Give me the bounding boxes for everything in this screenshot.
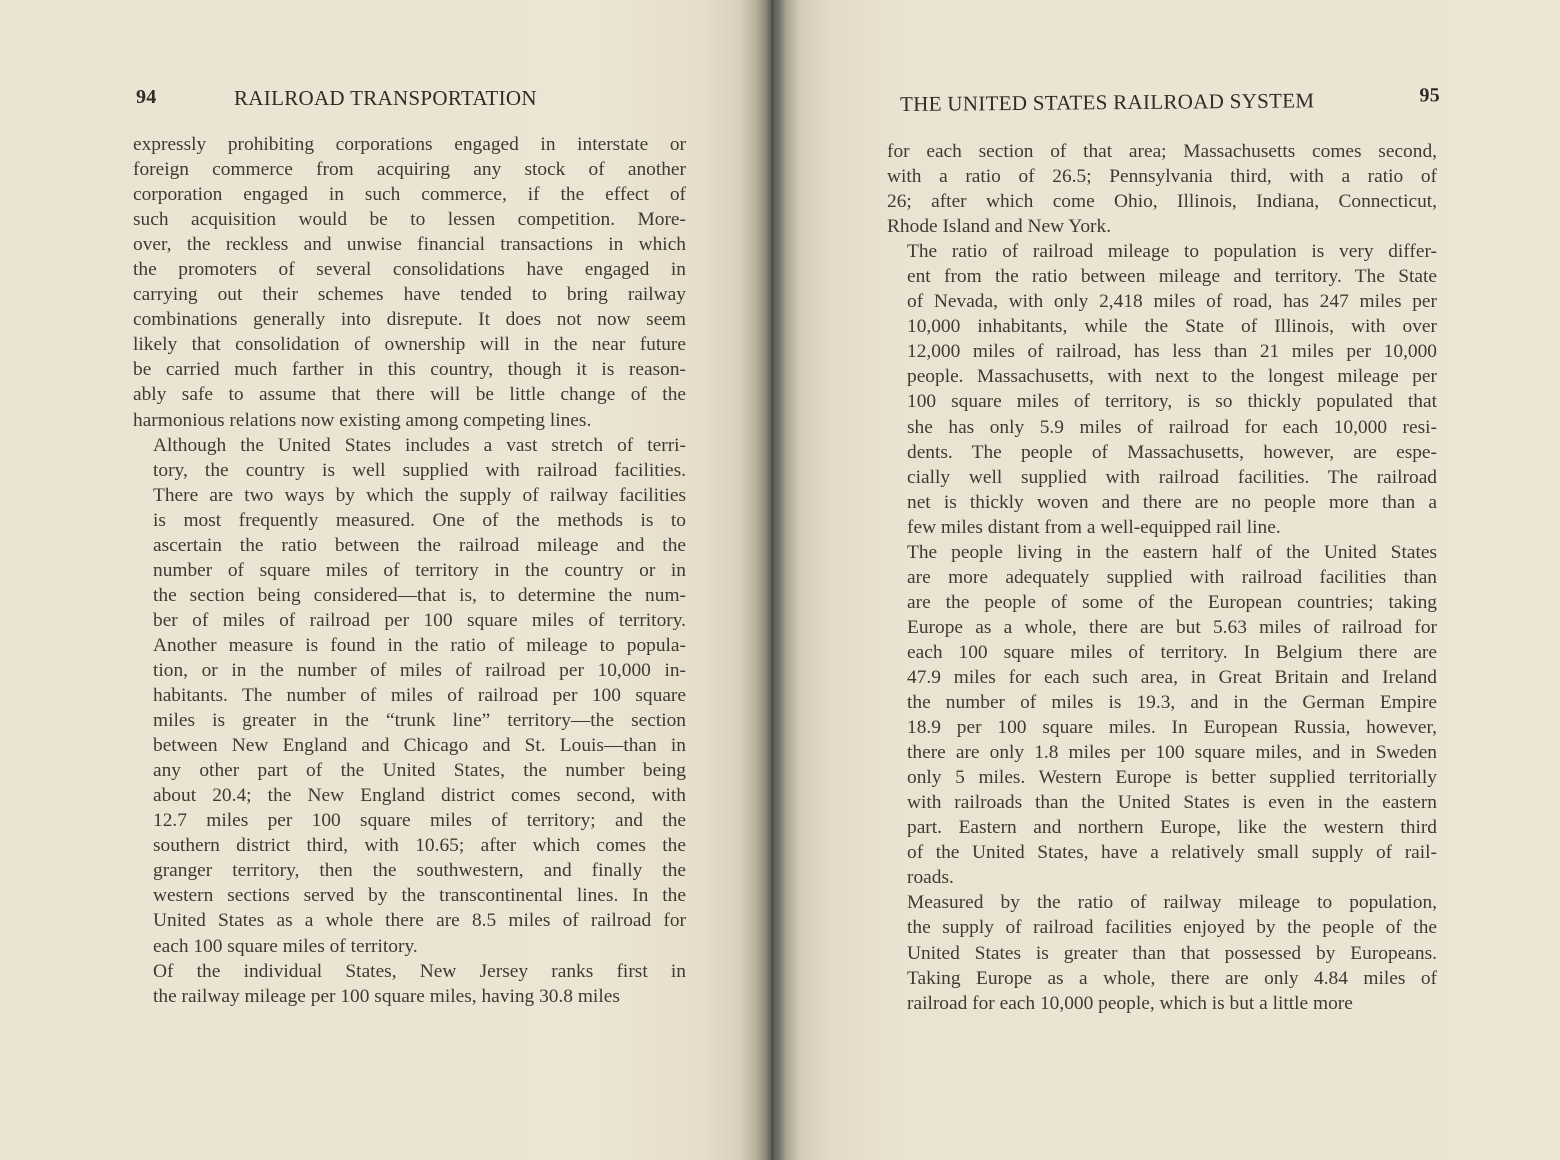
text-line: carrying out their schemes have tended to bring railway — [133, 284, 686, 306]
text-line: granger territory, then the southwestern, and finally the — [153, 860, 686, 882]
running-head-title: RAILROAD TRANSPORTATION — [234, 86, 537, 110]
page-number: 95 — [1419, 84, 1441, 107]
text-line: tion, or in the number of miles of railroad per 10,000 in- — [153, 659, 686, 681]
text-line: with a ratio of 26.5; Pennsylvania third, with a ratio of — [887, 166, 1437, 188]
text-line: Europe as a whole, there are but 5.63 miles of railroad for — [907, 616, 1437, 638]
text-line: 10,000 inhabitants, while the State of Illinois, with over — [907, 316, 1437, 338]
text-line: tory, the country is well supplied with railroad facilities. — [153, 459, 686, 481]
text-line: be carried much farther in this country, though it is reason- — [133, 359, 686, 381]
text-line: there are only 1.8 miles per 100 square miles, and in Sweden — [907, 742, 1437, 764]
text-line: likely that consolidation of ownership will in the near future — [133, 334, 686, 356]
text-line: expressly prohibiting corporations engaged in interstate or — [133, 134, 686, 155]
text-line: United States is greater than that possessed by Europeans. — [907, 942, 1437, 964]
text-line: such acquisition would be to lessen competition. More- — [133, 209, 686, 231]
text-line: only 5 miles. Western Europe is better supplied territorially — [907, 767, 1437, 789]
text-line: for each section of that area; Massachusetts comes second, — [887, 141, 1437, 162]
text-line: cially well supplied with railroad facilities. The railroad — [907, 466, 1437, 488]
paragraph — [887, 239, 1437, 540]
text-line: number of square miles of territory in the country or in — [153, 559, 686, 581]
right-running-head — [900, 84, 1441, 116]
text-line: net is thickly woven and there are no people more than a — [907, 491, 1437, 513]
text-line: United States as a whole there are 8.5 miles of railroad for — [153, 910, 686, 932]
text-line: There are two ways by which the supply of railway facilities — [153, 484, 686, 506]
text-line: western sections served by the transcontinental lines. In the — [153, 885, 686, 907]
right-page — [780, 0, 1560, 1160]
text-line: the railway mileage per 100 square miles, having 30.8 miles — [153, 985, 620, 1007]
book-gutter — [771, 0, 774, 1160]
text-line: people. Massachusetts, with next to the longest mileage per — [907, 366, 1437, 388]
text-line: 26; after which come Ohio, Illinois, Indiana, Connecticut, — [887, 191, 1437, 213]
paragraph — [887, 890, 1437, 1015]
text-line: combinations generally into disrepute. It does not now seem — [133, 309, 686, 331]
text-line: The ratio of railroad mileage to population is very differ- — [907, 241, 1437, 263]
text-line: 100 square miles of territory, is so thickly populated that — [907, 391, 1437, 413]
text-line: southern district third, with 10.65; after which comes the — [153, 835, 686, 857]
text-line: Of the individual States, New Jersey ranks first in — [153, 960, 686, 982]
text-line: over, the reckless and unwise financial transactions in which — [133, 234, 686, 256]
text-line: Taking Europe as a whole, there are only 4.84 miles of — [907, 967, 1437, 989]
text-line: miles is greater in the “trunk line” territory—the section — [153, 710, 686, 732]
text-line: ascertain the ratio between the railroad mileage and the — [153, 534, 686, 556]
text-line: Another measure is found in the ratio of mileage to popula- — [153, 634, 686, 656]
text-line: each 100 square miles of territory. In Belgium there are — [907, 641, 1437, 663]
text-line: each 100 square miles of territory. — [153, 935, 418, 957]
paragraph — [133, 132, 686, 433]
text-line: roads. — [907, 867, 954, 889]
paragraph — [133, 959, 686, 1009]
text-line: are the people of some of the European countries; taking — [907, 591, 1437, 613]
text-line: is most frequently measured. One of the methods is to — [153, 509, 686, 531]
running-head-title: THE UNITED STATES RAILROAD SYSTEM — [900, 88, 1315, 116]
text-line: part. Eastern and northern Europe, like the western third — [907, 817, 1437, 839]
text-line: ber of miles of railroad per 100 square miles of territory. — [153, 609, 686, 631]
text-line: 47.9 miles for each such area, in Great Britain and Ireland — [907, 666, 1437, 688]
text-line: The people living in the eastern half of the United States — [907, 541, 1437, 563]
text-line: of the United States, have a relatively small supply of rail- — [907, 842, 1437, 864]
text-line: any other part of the United States, the number being — [153, 760, 686, 782]
left-page — [0, 0, 760, 1160]
text-line: railroad for each 10,000 people, which is but a little more — [907, 992, 1353, 1014]
text-line: with railroads than the United States is even in the eastern — [907, 792, 1437, 814]
text-line: the number of miles is 19.3, and in the German Empire — [907, 692, 1437, 714]
paragraph — [887, 540, 1437, 891]
text-line: the section being considered—that is, to determine the num- — [153, 584, 686, 606]
text-line: Measured by the ratio of railway mileage to population, — [907, 892, 1437, 914]
text-line: Although the United States includes a vast stretch of terri- — [153, 434, 686, 456]
paragraph — [887, 139, 1437, 239]
text-line: habitants. The number of miles of railroad per 100 square — [153, 685, 686, 707]
text-line: about 20.4; the New England district comes second, with — [153, 785, 686, 807]
paragraph — [133, 433, 686, 959]
text-line: 12,000 miles of railroad, has less than 21 miles per 10,000 — [907, 341, 1437, 363]
text-line: harmonious relations now existing among competing lines. — [133, 409, 592, 431]
left-page-body — [133, 132, 686, 1009]
text-line: the promoters of several consolidations have engaged in — [133, 259, 686, 281]
right-page-body — [887, 139, 1437, 1016]
text-line: are more adequately supplied with railroad facilities than — [907, 566, 1437, 588]
text-line: foreign commerce from acquiring any stock of another — [133, 159, 686, 181]
text-line: 12.7 miles per 100 square miles of territory; and the — [153, 810, 686, 832]
page-number: 94 — [136, 86, 157, 108]
text-line: she has only 5.9 miles of railroad for each 10,000 resi- — [907, 416, 1437, 438]
text-line: ably safe to assume that there will be little change of the — [133, 384, 686, 406]
text-line: corporation engaged in such commerce, if the effect of — [133, 184, 686, 206]
text-line: of Nevada, with only 2,418 miles of road, has 247 miles per — [907, 291, 1437, 313]
text-line: few miles distant from a well-equipped rail line. — [907, 516, 1281, 538]
text-line: between New England and Chicago and St. Louis—than in — [153, 735, 686, 757]
text-line: Rhode Island and New York. — [887, 216, 1112, 238]
text-line: ent from the ratio between mileage and territory. The State — [907, 266, 1437, 288]
text-line: the supply of railroad facilities enjoyed by the people of the — [907, 917, 1437, 939]
text-line: 18.9 per 100 square miles. In European Russia, however, — [907, 717, 1437, 739]
text-line: dents. The people of Massachusetts, however, are espe- — [907, 441, 1437, 463]
